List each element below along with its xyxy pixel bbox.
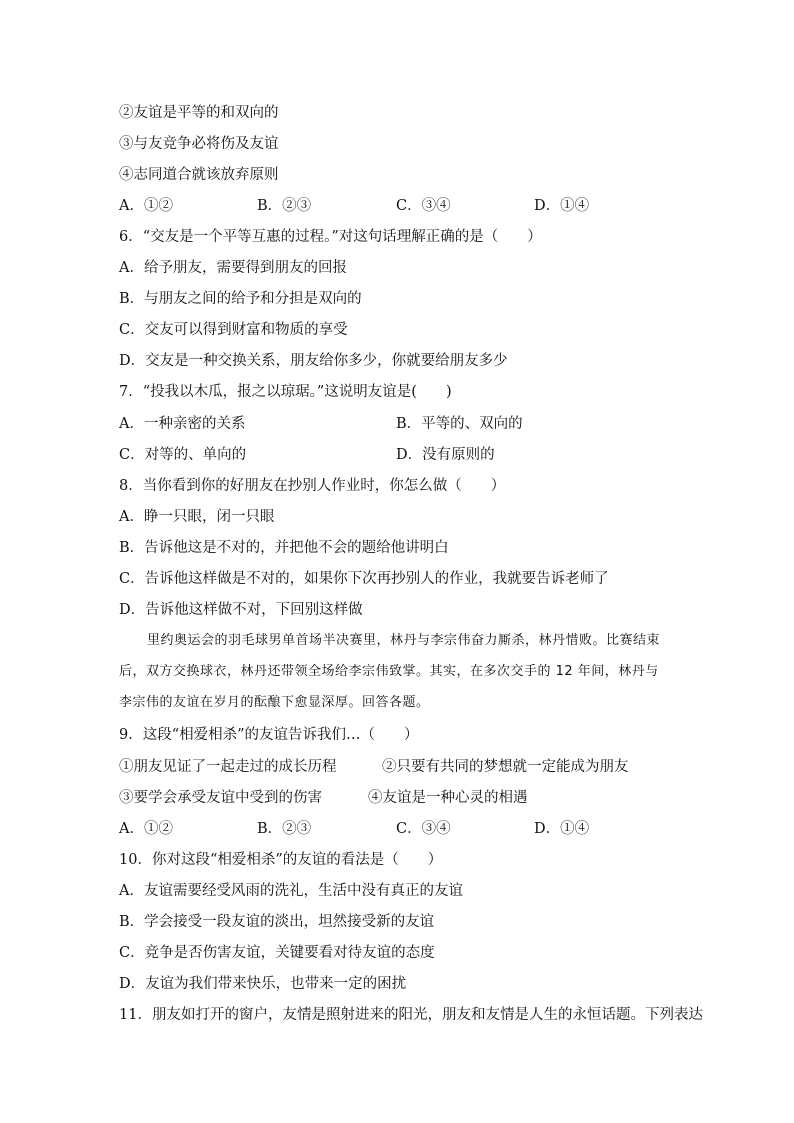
q10-option-d: D．友谊为我们带来快乐，也带来一定的困扰 (119, 976, 407, 992)
passage-line-2: 后，双方交换球衣，林丹还带领全场给李宗伟致掌。其实，在多次交手的 12 年间，林丹与 (119, 664, 659, 679)
question-9-stem: 9．这段“相爱相杀”的友谊告诉我们…（ ） (119, 727, 419, 743)
passage-line-3: 李宗伟的友谊在岁月的酝酿下愈显深厚。回答各题。 (119, 695, 430, 710)
q8-option-b: B．告诉他这是不对的，并把他不会的题给他讲明白 (119, 540, 449, 556)
q7-option-b: B．平等的、双向的 (396, 416, 523, 432)
question-7-stem: 7．“投我以木瓜，报之以琼琚。”这说明友谊是( ) (119, 384, 452, 400)
question-11-stem: 11．朋友如打开的窗户，友情是照射进来的阳光，朋友和友情是人生的永恒话题。下列表达 (119, 1007, 703, 1023)
q6-option-c: C．交友可以得到财富和物质的享受 (119, 322, 348, 338)
statement-4: ④志同道合就该放弃原则 (119, 167, 279, 183)
q9-option-d: D．①④ (534, 821, 590, 837)
q8-option-c: C．告诉他这样做是不对的，如果你下次再抄别人的作业，我就要告诉老师了 (119, 571, 609, 587)
q6-option-a: A．给予朋友，需要得到朋友的回报 (119, 260, 347, 276)
passage-line-1: 里约奥运会的羽毛球男单首场半决赛里，林丹与李宗伟奋力厮杀，林丹惜败。比赛结束 (147, 633, 661, 648)
q7-option-d: D．没有原则的 (396, 447, 495, 463)
q9-statement-3: ③要学会承受友谊中受到的伤害 (119, 790, 322, 806)
q7-option-c: C．对等的、单向的 (119, 447, 247, 463)
q6-option-b: B．与朋友之间的给予和分担是双向的 (119, 291, 362, 307)
q9-statement-4: ④友谊是一种心灵的相遇 (368, 790, 528, 806)
statement-2: ②友谊是平等的和双向的 (119, 105, 279, 121)
q8-option-d: D．告诉他这样做不对，下回别这样做 (119, 602, 363, 618)
q10-option-c: C．竞争是否伤害友谊，关键要看对待友谊的态度 (119, 945, 435, 961)
q8-option-a: A．睁一只眼，闭一只眼 (119, 509, 275, 525)
q9-statement-2: ②只要有共同的梦想就一定能成为朋友 (382, 759, 629, 775)
option-d: D．①④ (534, 198, 590, 214)
question-10-stem: 10．你对这段“相爱相杀”的友谊的看法是（ ） (119, 852, 443, 868)
q9-statement-1: ①朋友见证了一起走过的成长历程 (119, 759, 337, 775)
q7-option-a: A．一种亲密的关系 (119, 416, 246, 432)
q9-option-c: C．③④ (396, 821, 451, 837)
option-b: B．②③ (257, 198, 312, 214)
q10-option-a: A．友谊需要经受风雨的洗礼，生活中没有真正的友谊 (119, 883, 463, 899)
q9-option-b: B．②③ (257, 821, 312, 837)
q10-option-b: B．学会接受一段友谊的淡出，坦然接受新的友谊 (119, 914, 435, 930)
reading-passage (119, 631, 679, 721)
statement-3: ③与友竞争必将伤及友谊 (119, 136, 279, 152)
question-6-stem: 6．“交友是一个平等互惠的过程。”对这句话理解正确的是（ ） (119, 229, 542, 245)
option-a: A．①② (119, 198, 173, 214)
question-8-stem: 8．当你看到你的好朋友在抄别人作业时，你怎么做（ ） (119, 478, 506, 494)
option-c: C．③④ (396, 198, 451, 214)
q9-option-a: A．①② (119, 821, 173, 837)
q6-option-d: D．交友是一种交换关系，朋友给你多少，你就要给朋友多少 (119, 353, 508, 369)
